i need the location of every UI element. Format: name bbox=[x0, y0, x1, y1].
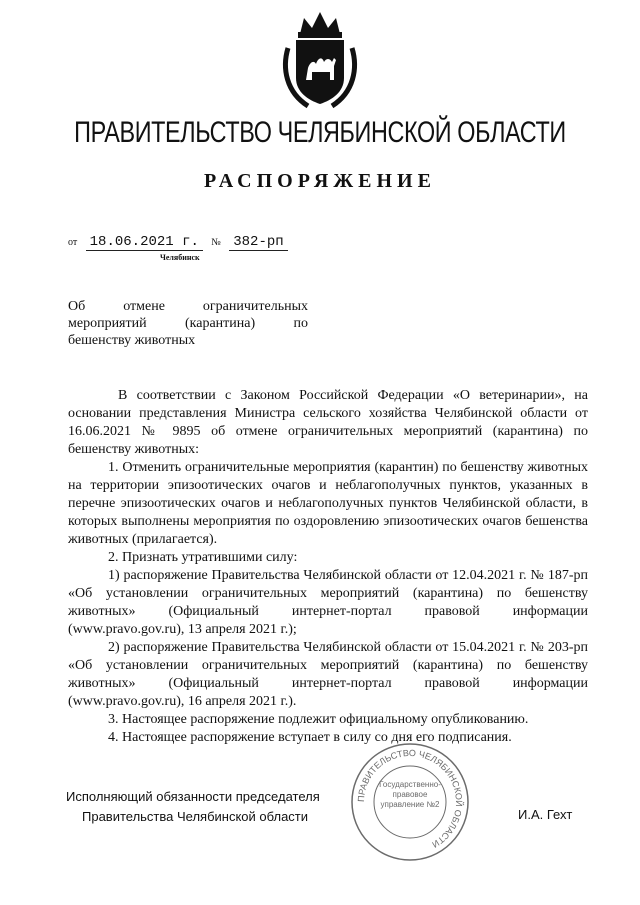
body-paragraph: 4. Настоящее распоряжение вступает в силу со дня его подписания. bbox=[108, 730, 512, 745]
body-paragraph: 1. Отменить ограничительные мероприятия (карантин) по бешенству животных на территории эпизоотических очагов и неблагополучных пунктов, указанных в перечне эпизоотических очагов и неблагополучных пунктов Челябинской области, в которых выполнены мероприятия по оздоровлению эпизоотических очагов бешенства животных (прилагается). bbox=[68, 460, 588, 547]
document-type: РАСПОРЯЖЕНИЕ bbox=[204, 170, 436, 192]
subject-line: мероприятий (карантина) по bbox=[68, 316, 308, 331]
body-paragraph: В соответствии с Законом Российской Федерации «О ветеринарии», на основании представления Министра сельского хозяйства Челябинской области от 16.06.2021 № 9895 об отмене ограничительных мероприятий (карантина) по бешенству животных: bbox=[68, 388, 588, 457]
body-paragraph: 3. Настоящее распоряжение подлежит официальному опубликованию. bbox=[108, 712, 529, 727]
document-subject bbox=[68, 298, 308, 349]
body-paragraph: 2) распоряжение Правительства Челябинской области от 15.04.2021 г. № 203-рп «Об установлении ограничительных мероприятий (карантина) по бешенству животных» (Официальный интернет-портал правовой информации (www.pravo.gov.ru), 16 апреля 2021 г.). bbox=[68, 640, 588, 709]
coat-of-arms-icon bbox=[278, 8, 362, 112]
signatory-position bbox=[66, 787, 346, 827]
city-label: Челябинск bbox=[160, 253, 200, 262]
position-line: Правительства Челябинской области bbox=[82, 809, 309, 824]
document-body bbox=[68, 387, 588, 747]
number-prefix: № bbox=[211, 237, 221, 248]
body-paragraph: 2. Признать утратившими силу: bbox=[108, 550, 298, 565]
official-seal-icon bbox=[348, 740, 472, 864]
subject-line: бешенству животных bbox=[68, 333, 196, 348]
date-prefix: от bbox=[68, 237, 78, 248]
position-line: Исполняющий обязанности председателя bbox=[66, 789, 320, 804]
seal-inner-text: Государственно-правовое управление №2 bbox=[379, 780, 441, 809]
subject-line: Об отмене ограничительных bbox=[68, 299, 308, 314]
document-number: 382-рп bbox=[229, 234, 287, 251]
body-paragraph: 1) распоряжение Правительства Челябинской области от 12.04.2021 г. № 187-рп «Об установлении ограничительных мероприятий (карантина) по бешенству животных» (Официальный интернет-портал правовой информации (www.pravo.gov.ru), 13 апреля 2021 г.); bbox=[68, 568, 588, 637]
document-date: 18.06.2021 г. bbox=[86, 234, 203, 251]
signatory-name: И.А. Гехт bbox=[518, 807, 573, 822]
date-number-line bbox=[68, 234, 288, 250]
government-title: ПРАВИТЕЛЬСТВО ЧЕЛЯБИНСКОЙ ОБЛАСТИ bbox=[74, 116, 566, 149]
seal-outer-text: ПРАВИТЕЛЬСТВО ЧЕЛЯБИНСКОЙ ОБЛАСТИ bbox=[355, 747, 465, 850]
